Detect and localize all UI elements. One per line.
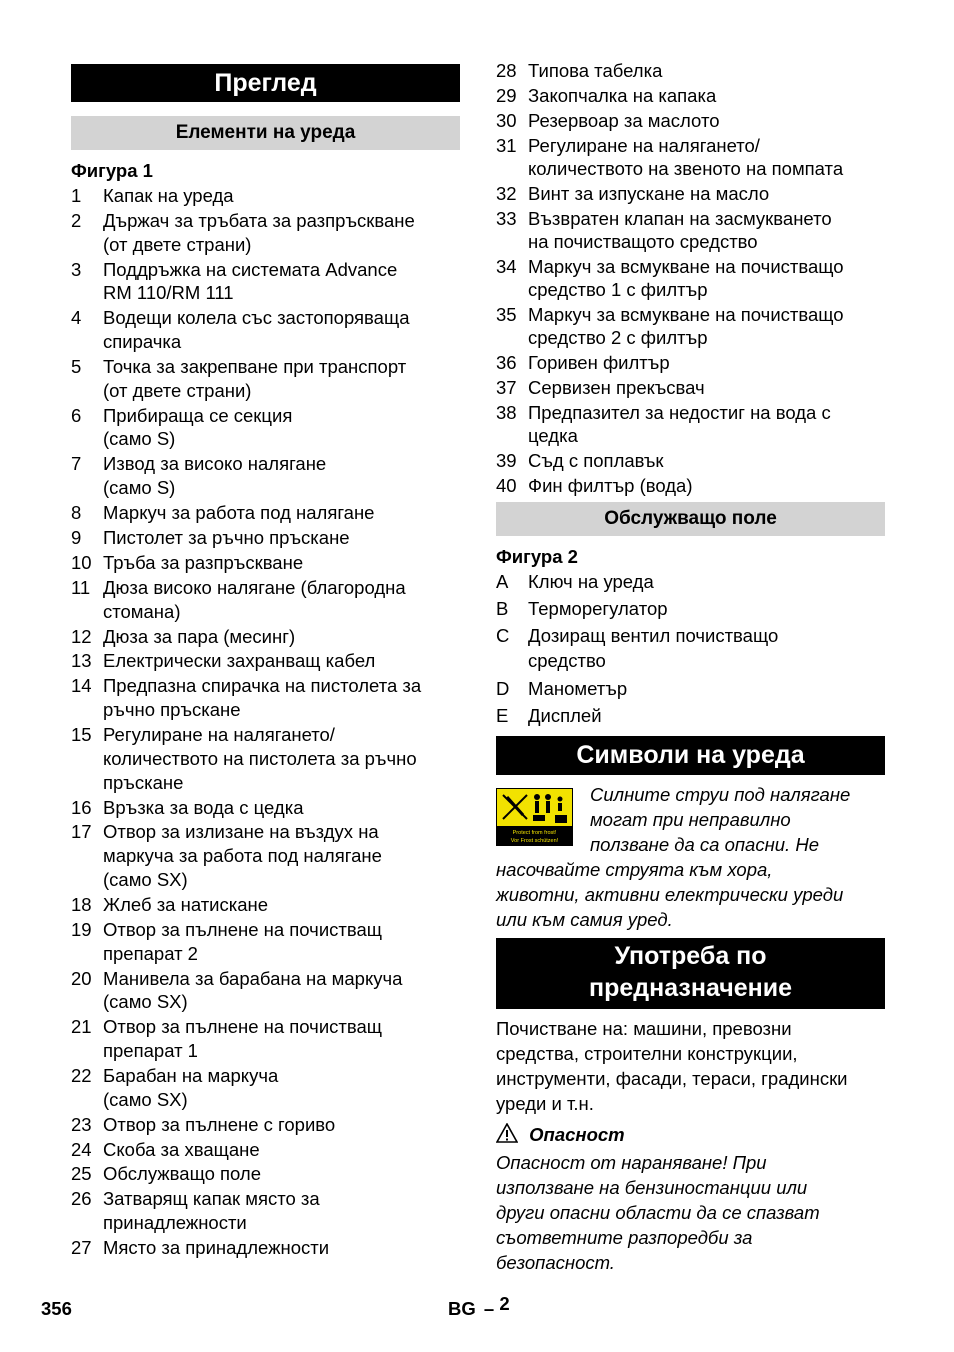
component-item-text: препарат 2	[103, 942, 198, 964]
component-item-text: Типова табелка	[528, 60, 663, 81]
footer-separator: –	[483, 1298, 495, 1319]
label-text-1: Protect from frost!	[512, 830, 557, 836]
component-item-text: Пистолет за ръчно пръскане	[103, 527, 350, 548]
component-item-text: (само SX)	[103, 991, 188, 1013]
component-item-text: Водещи колела със застопоряваща	[103, 307, 410, 329]
page-number: 356	[41, 1298, 72, 1319]
component-item-number: 15	[71, 724, 92, 745]
component-item-text: препарат 1	[103, 1039, 198, 1061]
component-item-text: количеството на пистолета за ръчно	[103, 747, 417, 769]
panel-item-text: Терморегулатор	[528, 598, 668, 620]
component-item-number: 23	[71, 1113, 92, 1135]
danger-heading	[496, 1122, 625, 1147]
use-text-line: средства, строителни конструкции,	[496, 1043, 798, 1064]
component-item-text: цедка	[528, 424, 578, 446]
danger-label: Опасност	[529, 1124, 625, 1145]
component-item-text: средство 1 с филтър	[528, 278, 708, 300]
component-item-number: 33	[496, 207, 517, 229]
component-item-number: 14	[71, 675, 92, 697]
component-item-text: Маркуч за работа под налягане	[103, 502, 375, 524]
panel-item-text: Дисплей	[528, 704, 602, 726]
component-item-text: пръскане	[103, 771, 184, 793]
warning-text-line: или към самия уред.	[496, 909, 673, 930]
figure-label-2: Фигура 2	[496, 546, 578, 567]
use-text-line: уреди и т.н.	[496, 1093, 594, 1114]
use-text-line: инструменти, фасади, тераси, градински	[496, 1068, 848, 1089]
danger-text-line: съответните разпоредби за	[496, 1227, 753, 1248]
panel-item-text: Ключ на уреда	[528, 571, 654, 592]
component-item-number: 18	[71, 893, 92, 915]
warning-text-line: животни, активни електрически уреди	[496, 884, 844, 905]
component-item-text: Закопчалка на капака	[528, 84, 717, 106]
component-item-number: 9	[71, 527, 82, 548]
figure-label: Фигура 1	[71, 160, 153, 181]
danger-text-line: други опасни области да се спазват	[496, 1202, 820, 1223]
component-item-number: 17	[71, 821, 92, 843]
component-item-text: Затварящ капак място за	[103, 1188, 320, 1210]
component-item-number: 19	[71, 918, 92, 940]
section-title-line-2: предназначение	[588, 974, 793, 1002]
component-item-number: 36	[496, 352, 517, 373]
component-item-text: (само S)	[103, 477, 176, 499]
component-item-number: 29	[496, 84, 517, 106]
component-item-number: 4	[71, 307, 82, 329]
component-item-number: 16	[71, 796, 92, 818]
component-item-text: Прибираща се секция	[103, 404, 293, 426]
component-item-text: Сервизен прекъсвач	[528, 376, 705, 398]
component-item-text: Винт за изпускане на масло	[528, 182, 770, 204]
warning-text-line: ползване да са опасни. Не	[590, 834, 819, 855]
component-item-number: 11	[71, 576, 91, 598]
component-item-number: 40	[496, 474, 517, 496]
component-item-number: 13	[71, 650, 92, 672]
component-item-text: количеството на звеното на помпата	[528, 157, 844, 179]
section-title-overview: Преглед	[71, 64, 460, 102]
component-item-number: 1	[71, 185, 82, 206]
danger-text-line: Опасност от нараняване! При	[496, 1152, 767, 1173]
warning-text-line: Силните струи под налягане	[590, 784, 851, 805]
component-item-number: 30	[496, 109, 517, 131]
component-item-number: 31	[496, 134, 517, 156]
section-title-symbols: Символи на уреда	[496, 736, 885, 775]
panel-item-text: Манометър	[528, 677, 628, 699]
component-item-text: Дюза за пара (месинг)	[103, 625, 296, 647]
danger-text-line: използване на бензиностанции или	[496, 1177, 808, 1198]
component-item-text: Отвор за пълнене на почистващ	[103, 918, 383, 940]
warning-triangle-icon	[496, 1123, 518, 1143]
component-item-text: Регулиране на налягането/	[528, 134, 760, 156]
panel-item-number: E	[496, 704, 509, 726]
component-item-text: Електрически захранващ кабел	[103, 650, 376, 672]
component-item-text: Отвор за излизане на въздух на	[103, 821, 379, 843]
subsection-title-control-panel: Обслужващо поле	[496, 502, 885, 536]
component-item-text: Отвор за пълнене с гориво	[103, 1113, 336, 1135]
label-text-2: Vor Frost schützen!	[510, 838, 559, 844]
component-item-text: Съд с поплавък	[528, 449, 664, 471]
component-item-text: Точка за закрепване при транспорт	[103, 356, 407, 377]
component-item-number: 2	[71, 209, 82, 231]
use-text-line: Почистване на: машини, превозни	[496, 1018, 792, 1039]
component-item-text: на почистващото средство	[528, 230, 758, 252]
component-item-text: принадлежности	[103, 1212, 247, 1234]
component-item-text: Държач за тръбата за разпръскване	[103, 209, 415, 231]
component-item-text: Предпазител за недостиг на вода с	[528, 401, 831, 423]
component-item-text: средство 2 с филтър	[528, 327, 708, 349]
component-item-number: 24	[71, 1138, 92, 1160]
component-item-text: Барабан на маркуча	[103, 1064, 279, 1086]
panel-item-number: C	[496, 625, 510, 647]
component-item-text: маркуча за работа под налягане	[103, 845, 382, 867]
section-title-line-1: Употреба по	[614, 942, 767, 970]
component-item-text: Скоба за хващане	[103, 1138, 260, 1160]
panel-item-number: A	[496, 571, 509, 592]
component-item-text: стомана)	[103, 600, 181, 622]
section-title-intended-use	[496, 938, 885, 1009]
component-item-number: 28	[496, 60, 517, 81]
component-item-text: Капак на уреда	[103, 185, 234, 206]
component-item-text: Маркуч за всмукване на почистващо	[528, 255, 844, 277]
component-item-text: Поддръжка на системата Advance	[103, 258, 398, 280]
pressure-jet-warning-icon	[497, 789, 572, 845]
component-item-number: 37	[496, 376, 517, 398]
component-item-text: (само SX)	[103, 1088, 188, 1110]
component-item-number: 12	[71, 625, 92, 647]
panel-item-text: Дозиращ вентил почистващо	[528, 625, 779, 647]
panel-item-number: D	[496, 677, 510, 699]
component-item-number: 7	[71, 453, 82, 475]
component-item-text: Жлеб за натискане	[103, 893, 269, 915]
component-item-text: Манивела за барабана на маркуча	[103, 967, 403, 989]
component-item-number: 34	[496, 255, 517, 277]
component-item-number: 10	[71, 551, 92, 573]
component-item-text: (само S)	[103, 428, 176, 450]
component-item-text: Дюза високо налягане (благородна	[103, 576, 406, 598]
component-item-text: (от двете страни)	[103, 233, 252, 255]
component-item-text: Резервоар за маслото	[528, 109, 720, 131]
subsection-title-components: Елементи на уреда	[71, 116, 460, 150]
component-item-text: Предпазна спирачка на пистолета за	[103, 675, 422, 697]
component-item-number: 38	[496, 401, 517, 423]
component-item-number: 25	[71, 1163, 92, 1185]
component-item-number: 20	[71, 967, 92, 989]
component-item-text: ръчно пръскане	[103, 699, 241, 721]
component-item-number: 8	[71, 502, 82, 524]
component-item-text: Горивен филтър	[528, 352, 670, 373]
component-item-text: спирачка	[103, 331, 182, 353]
frost-warning-label-icon	[496, 788, 573, 846]
component-item-number: 3	[71, 258, 82, 280]
component-item-text: Място за принадлежности	[103, 1237, 330, 1258]
component-item-number: 6	[71, 404, 82, 426]
footer-language	[448, 1293, 510, 1320]
component-item-number: 39	[496, 449, 517, 471]
component-item-text: Фин филтър (вода)	[528, 474, 693, 496]
sub-page: 2	[499, 1293, 510, 1314]
component-item-text: Регулиране на налягането/	[103, 724, 335, 745]
warning-text-line: насочвайте струята към хора,	[496, 859, 773, 880]
component-item-number: 32	[496, 182, 517, 204]
component-item-text: Възвратен клапан на засмукването	[528, 207, 832, 229]
component-item-text: Отвор за пълнене на почистващ	[103, 1016, 383, 1038]
component-item-text: Извод за високо налягане	[103, 453, 327, 475]
component-item-number: 27	[71, 1237, 92, 1258]
component-item-number: 35	[496, 303, 517, 325]
panel-item-text: средство	[528, 650, 606, 672]
panel-item-number: B	[496, 598, 509, 620]
component-item-text: Връзка за вода с цедка	[103, 796, 304, 818]
component-item-text: Тръба за разпръскване	[103, 551, 304, 573]
component-item-number: 22	[71, 1064, 92, 1086]
component-item-number: 26	[71, 1188, 92, 1210]
danger-text-line: безопасност.	[496, 1252, 615, 1273]
component-item-text: (само SX)	[103, 868, 188, 890]
language-code: BG	[448, 1298, 476, 1319]
component-item-text: Обслужващо поле	[103, 1163, 261, 1185]
component-item-number: 5	[71, 356, 82, 377]
component-item-text: RM 110/RM 111	[103, 282, 234, 304]
component-item-text: Маркуч за всмукване на почистващо	[528, 303, 844, 325]
warning-text-line: могат при неправилно	[590, 809, 791, 830]
component-item-text: (от двете страни)	[103, 379, 252, 401]
component-item-number: 21	[71, 1016, 92, 1038]
